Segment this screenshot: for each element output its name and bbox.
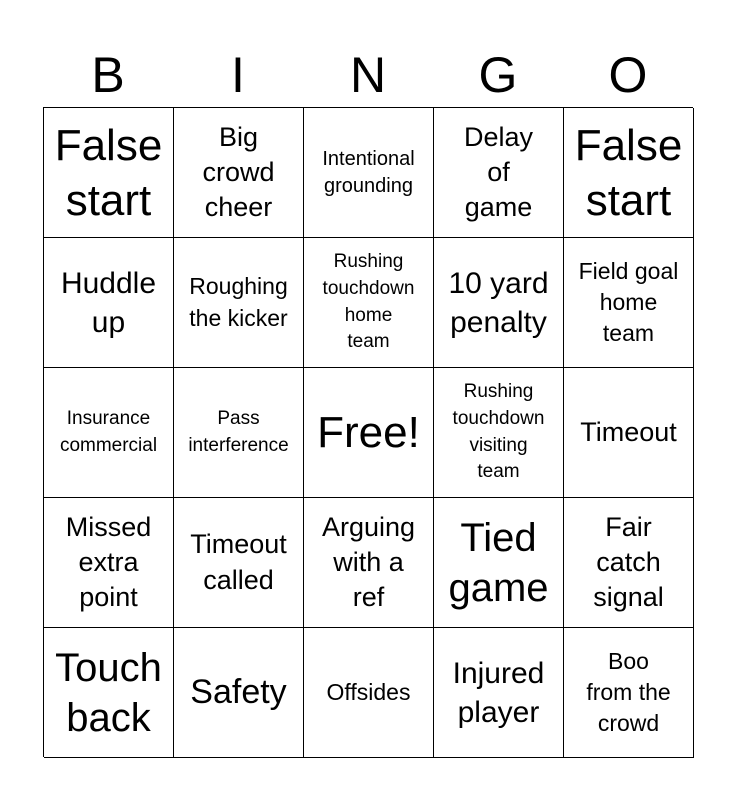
bingo-cell[interactable] — [304, 498, 434, 628]
bingo-cell[interactable] — [44, 498, 174, 628]
cell-label: Offsides — [326, 678, 411, 705]
cell-label: Boo from the crowd — [586, 647, 671, 737]
cell-label: 10 yard penalty — [448, 266, 549, 339]
cell-label: Rushing touchdown home team — [322, 250, 415, 353]
cell-label: Roughing the kicker — [189, 273, 288, 331]
bingo-cell[interactable] — [434, 368, 564, 498]
bingo-cell[interactable] — [174, 368, 304, 498]
cell-label: Huddle up — [60, 266, 157, 339]
bingo-header — [43, 42, 693, 108]
bingo-cell[interactable] — [304, 628, 434, 758]
bingo-cell[interactable] — [564, 238, 694, 368]
bingo-cell[interactable] — [44, 238, 174, 368]
cell-label: Fair catch signal — [593, 511, 664, 613]
bingo-cell[interactable] — [174, 498, 304, 628]
cell-label: Arguing with a ref — [321, 511, 416, 613]
header-letter-g: G — [478, 47, 518, 103]
cell-label: Big crowd cheer — [202, 121, 275, 223]
bingo-cell[interactable] — [434, 238, 564, 368]
cell-label: Delay of game — [463, 121, 534, 223]
bingo-cell[interactable] — [564, 628, 694, 758]
bingo-cell[interactable] — [174, 238, 304, 368]
bingo-cell[interactable] — [174, 628, 304, 758]
bingo-cell[interactable] — [44, 108, 174, 238]
cell-label: Intentional grounding — [322, 147, 415, 197]
cell-label: Injured player — [452, 656, 545, 729]
header-letter-n: N — [349, 47, 387, 103]
cell-label: Insurance commercial — [59, 407, 158, 456]
cell-label: Timeout — [580, 416, 677, 447]
cell-label: Free! — [317, 408, 420, 457]
cell-label: Field goal home team — [578, 257, 679, 347]
free-space[interactable] — [304, 368, 434, 498]
bingo-cell[interactable] — [44, 368, 174, 498]
cell-label: Touch back — [55, 645, 162, 740]
cell-label: False start — [54, 120, 163, 225]
cell-label: Safety — [190, 673, 287, 712]
cell-label: Tied game — [448, 515, 549, 610]
bingo-cell[interactable] — [564, 108, 694, 238]
bingo-cell[interactable] — [304, 108, 434, 238]
bingo-cell[interactable] — [174, 108, 304, 238]
header-letter-i: I — [231, 47, 245, 103]
bingo-cell[interactable] — [564, 498, 694, 628]
header-letter-b: B — [91, 47, 125, 103]
bingo-cell[interactable] — [434, 108, 564, 238]
cell-label: Rushing touchdown visiting team — [452, 380, 545, 483]
cell-label: Timeout called — [190, 529, 287, 595]
bingo-cell[interactable] — [304, 238, 434, 368]
bingo-board — [43, 107, 693, 757]
header-letter-o: O — [608, 47, 648, 103]
cell-label: Missed extra point — [65, 511, 152, 613]
bingo-cell[interactable] — [434, 498, 564, 628]
bingo-cell[interactable] — [44, 628, 174, 758]
cell-label: False start — [574, 120, 683, 225]
cell-label: Pass interference — [188, 407, 289, 456]
bingo-cell[interactable] — [434, 628, 564, 758]
bingo-cell[interactable] — [564, 368, 694, 498]
